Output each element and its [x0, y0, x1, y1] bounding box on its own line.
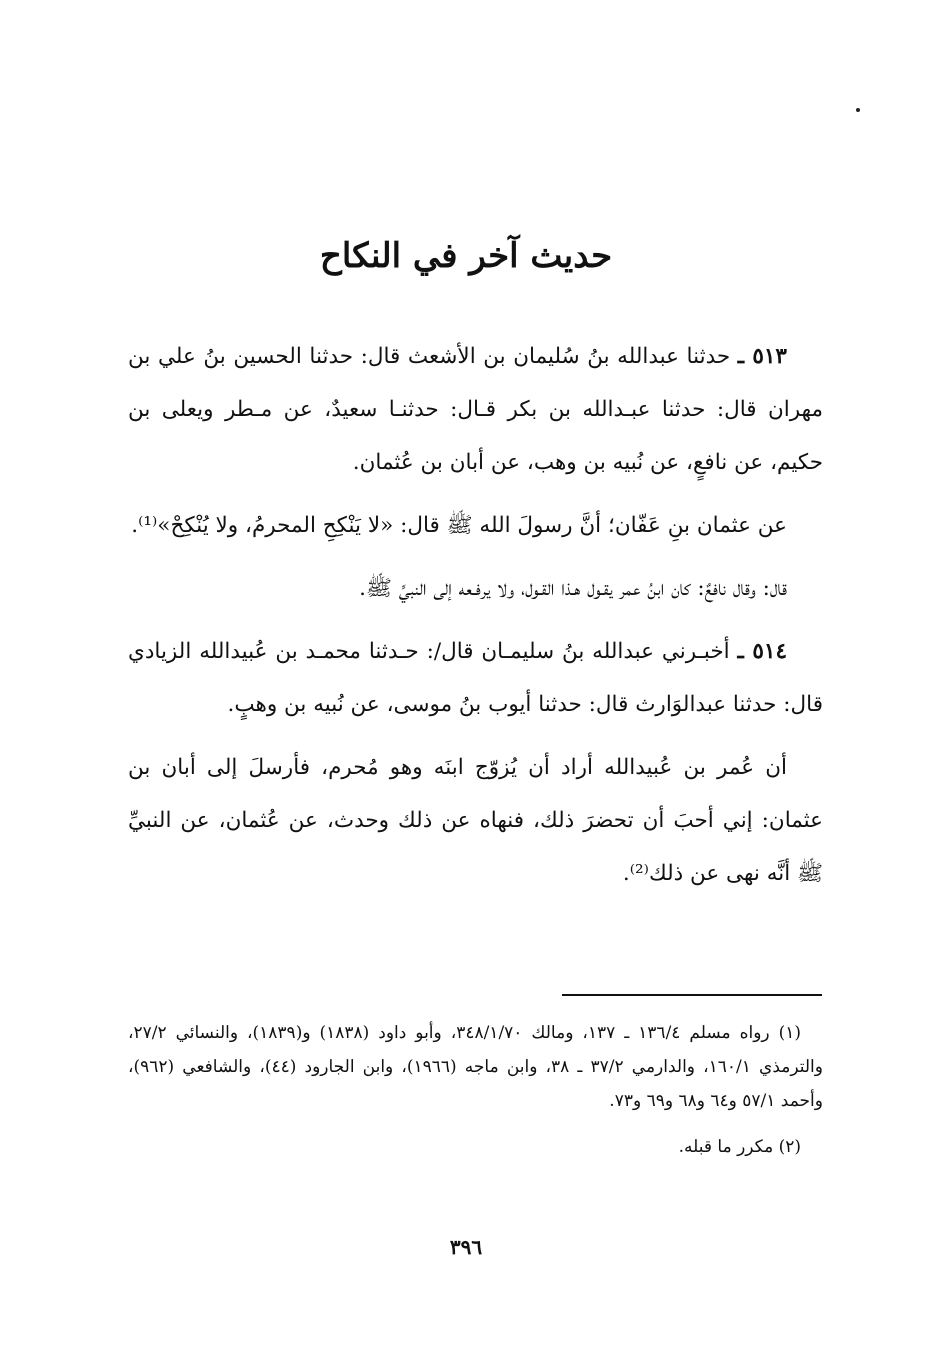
paragraph-text: قال: وقال نافعٌ: كان ابنُ عمر يقـول هـذا القـول، ولا يرفـعه إلى النبيِّ ﷺ. [359, 576, 787, 601]
main-text [128, 330, 823, 910]
hadith-matn-paragraph [128, 499, 823, 552]
scan-dot-mark [856, 108, 860, 112]
hadith-matn-paragraph-2 [128, 741, 823, 900]
hadith-number: ٥١٤ ـ [737, 639, 787, 664]
footnotes [128, 1016, 823, 1176]
hadith-paragraph-513 [128, 330, 823, 489]
paragraph-text: عن عثمان بنِ عَفّان؛ أنَّ رسولَ الله ﷺ قال: «لا يَنْكِحِ المحرمُ، ولا يُنْكِحْ»⁽¹⁾. [131, 513, 787, 538]
page-number: ٣٩٦ [449, 1235, 483, 1259]
hadith-number: ٥١٣ ـ [737, 344, 787, 369]
paragraph-text: أن عُمر بن عُبيدالله أراد أن يُزوّج ابنَه وهو مُحرم، فأرسلَ إلى أبان بن عثمان: إني أحبَ أن تحضرَ ذلك، فنهاه عن ذلك وحدث، عن عُثمان، عن النبيِّ ﷺ أنَّه نهى عن ذلك⁽²⁾. [128, 755, 823, 886]
footnote-1: (١) رواه مسلم ١٣٦/٤ ـ ١٣٧، ومالك ٣٤٨/١/٧٠، وأبو داود (١٨٣٨) و(١٨٣٩)، والنسائي ٢٧/٢، والترمذي ١٦٠/١، والدارمي ٣٧/٢ ـ ٣٨، وابن ماجه (١٩٦٦)، وابن الجارود (٤٤)، والشافعي (٩٦٢)، وأحمد ٥٧/١ و٦٤ و٦٨ و٦٩ و٧٣. [128, 1023, 823, 1111]
paragraph-text: أخبـرني عبدالله بنُ سليمـان قال/: حـدثنا محمـد بن عُبيدالله الزيادي قال: حدثنا عبدالوَارث قال: حدثنا أيوب بنُ موسى، عن نُبيه بن وهبٍ. [128, 639, 823, 717]
section-title: حديث آخر في النكاح [319, 236, 613, 276]
nafi-remark-paragraph [128, 562, 823, 615]
footnote-divider [562, 994, 822, 996]
footnote-2: (٢) مكرر ما قبله. [678, 1137, 801, 1157]
paragraph-text: حدثنا عبدالله بنُ سُليمان بن الأشعث قال: حدثنا الحسين بنُ علي بن مهران قال: حدثنا عبـدالله بن بكر قـال: حدثنـا سعيدٌ، عن مـطر ويعلى بن حكيم، عن نافعٍ، عن نُبيه بن وهب، عن أبان بن عُثمان. [128, 344, 823, 475]
hadith-paragraph-514 [128, 625, 823, 731]
